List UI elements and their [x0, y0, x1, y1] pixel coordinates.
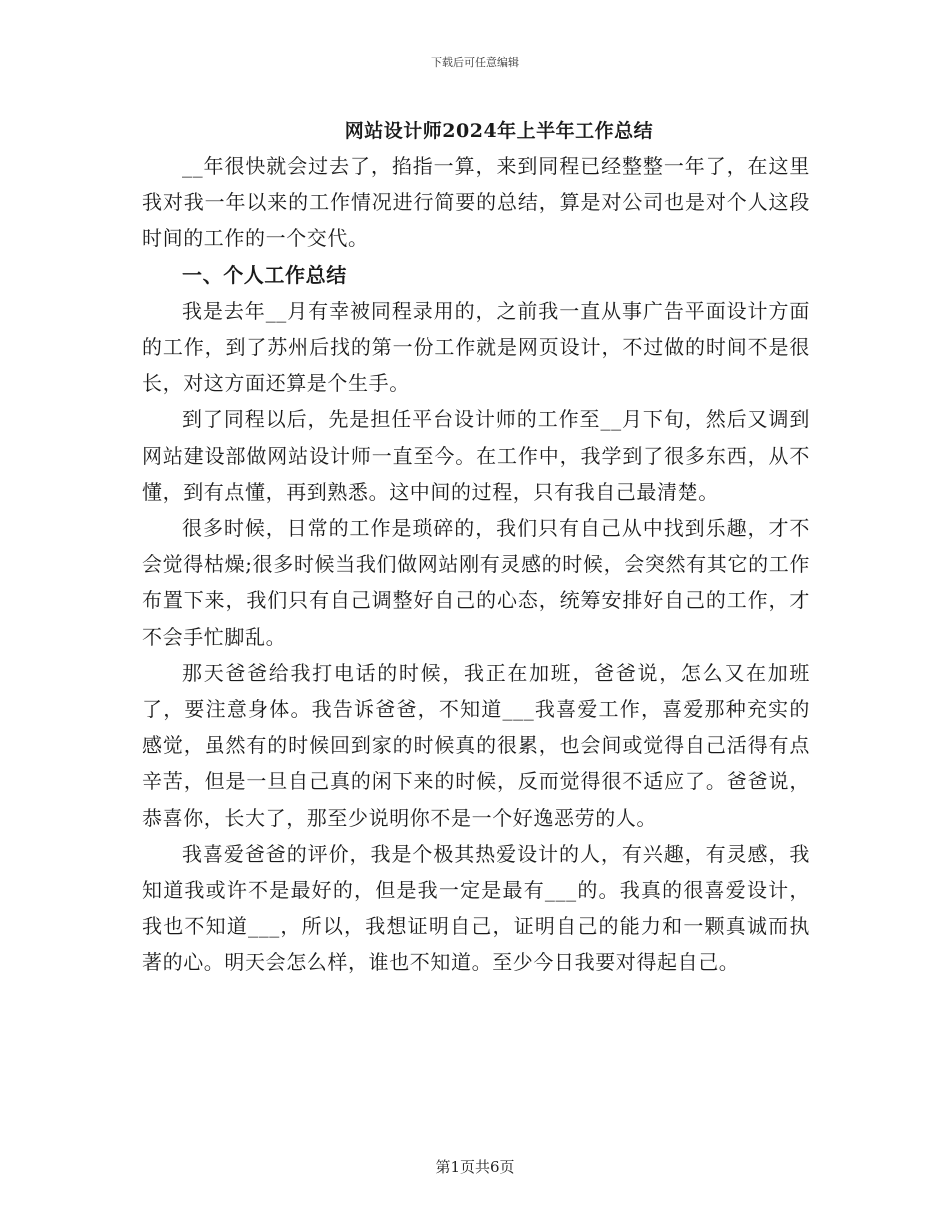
- paragraph-career-path: 到了同程以后，先是担任平台设计师的工作至__月下旬，然后又调到网站建设部做网站设计师一直至今。在工作中，我学到了很多东西，从不懂，到有点懂，再到熟悉。这中间的过程，只有我自己最清楚。: [142, 407, 810, 504]
- document-body: [142, 148, 810, 981]
- paragraph-father-call: 那天爸爸给我打电话的时候，我正在加班，爸爸说，怎么又在加班了，要注意身体。我告诉爸爸，不知道___我喜爱工作，喜爱那种充实的感觉，虽然有的时候回到家的时候真的很累，也会间或觉得自己活得有点辛苦，但是一旦自己真的闲下来的时候，反而觉得很不适应了。爸爸说，恭喜你，长大了，那至少说明你不是一个好逸恶劳的人。: [142, 660, 810, 830]
- paragraph-daily-work: 很多时候，日常的工作是琐碎的，我们只有自己从中找到乐趣，才不会觉得枯燥;很多时候当我们做网站刚有灵感的时候，会突然有其它的工作布置下来，我们只有自己调整好自己的心态，统筹安排好自己的工作，才不会手忙脚乱。: [142, 516, 810, 649]
- paragraph-background: 我是去年__月有幸被同程录用的，之前我一直从事广告平面设计方面的工作，到了苏州后找的第一份工作就是网页设计，不过做的时间不是很长，对这方面还算是个生手。: [142, 298, 810, 396]
- paragraph-intro: __年很快就会过去了，掐指一算，来到同程已经整整一年了，在这里我对我一年以来的工作情况进行简要的总结，算是对公司也是对个人这段时间的工作的一个交代。: [142, 154, 810, 251]
- page-indicator: 第1页共6页: [435, 1158, 515, 1176]
- section-heading-personal-summary: 一、个人工作总结: [182, 262, 347, 287]
- paragraph-passion-for-design: 我喜爱爸爸的评价，我是个极其热爱设计的人，有兴趣，有灵感，我知道我或许不是最好的，但是我一定是最有___的。我真的很喜爱设计，我也不知道___，所以，我想证明自己，证明自己的能力和一颗真诚而执著的心。明天会怎么样，谁也不知道。至少今日我要对得起自己。: [142, 841, 810, 975]
- document-title: 网站设计师2024年上半年工作总结: [344, 120, 654, 142]
- header-note: 下载后可任意编辑: [431, 56, 519, 69]
